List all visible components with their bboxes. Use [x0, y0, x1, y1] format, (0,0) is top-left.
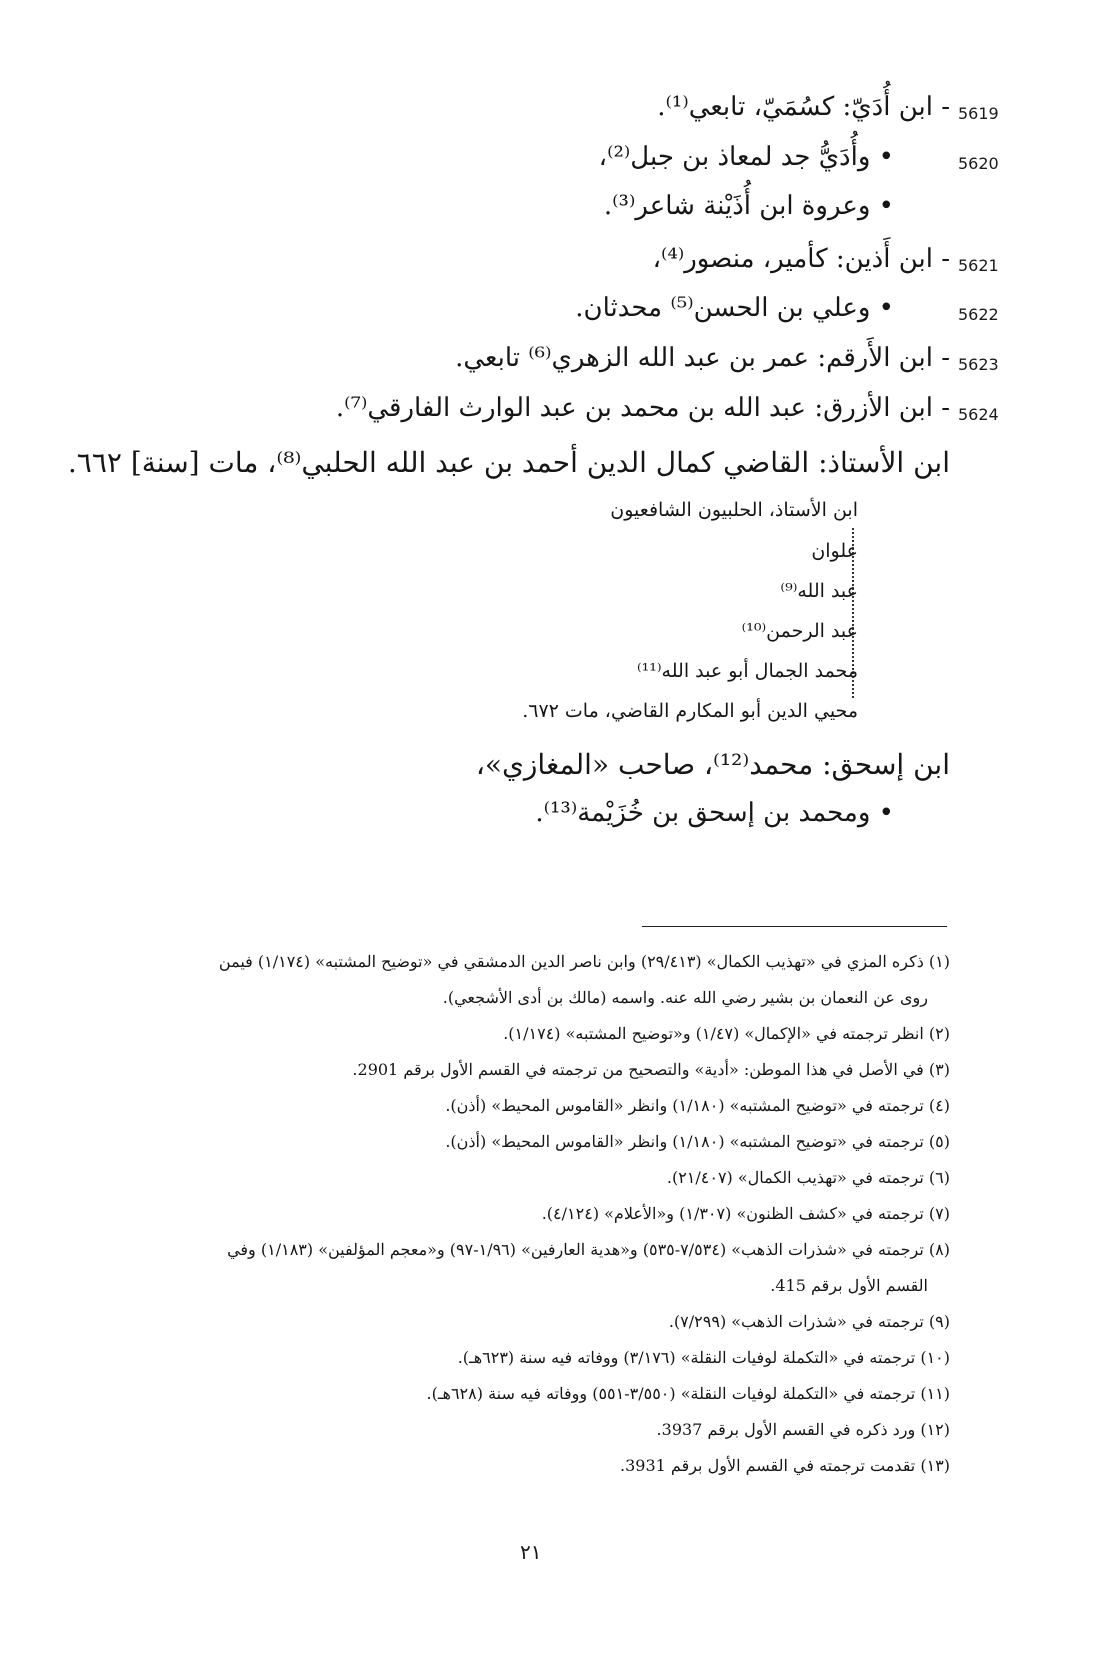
- footnote: (١٠) ترجمته في «التكملة لوفيات النقلة» (٣/١٧٦) ووفاته فيه سنة (٦٢٣هـ).: [457, 1348, 950, 1367]
- footnote: (٧) ترجمته في «كشف الظنون» (١/٣٠٧) و«الأعلام» (٤/١٢٤).: [541, 1204, 950, 1223]
- entry-line: • وأُدَيُّ جد لمعاذ بن جبل⁽²⁾،: [598, 142, 894, 172]
- entry-number: 5622: [958, 305, 999, 324]
- entry-number: 5619: [958, 104, 999, 123]
- page-number: ٢١: [520, 1540, 542, 1564]
- entry-line: - ابن أَذين: كأمير، منصور⁽⁴⁾،: [652, 244, 950, 274]
- footnote: القسم الأول برقم 415.: [770, 1276, 928, 1295]
- ishaq-line: ابن إسحق: محمد⁽¹²⁾، صاحب «المغازي»،: [475, 748, 950, 781]
- footnote: (٤) ترجمته في «توضيح المشتبه» (١/١٨٠) وانظر «القاموس المحيط» (أذن).: [445, 1096, 950, 1115]
- tree-node: محيي الدين أبو المكارم القاضي، مات ٦٧٢.: [522, 700, 858, 722]
- entry-line: - ابن الأَرقم: عمر بن عبد الله الزهري⁽⁶⁾ تابعي.: [455, 343, 950, 373]
- tree-title: ابن الأستاذ، الحلبيون الشافعيون: [610, 499, 858, 521]
- entry-line: - ابن الأزرق: عبد الله بن محمد بن عبد الوارث الفارقي⁽⁷⁾.: [335, 393, 950, 423]
- footnote: (٨) ترجمته في «شذرات الذهب» (٧/٥٣٤-٥٣٥) و«هدية العارفين» (١/٩٦-٩٧) و«معجم المؤلفين» (١/١٨٣) وفي: [227, 1240, 950, 1259]
- entry-number: 5623: [958, 355, 999, 374]
- ustadh-heading: ابن الأستاذ: القاضي كمال الدين أحمد بن عبد الله الحلبي⁽⁸⁾، مات [سنة] ٦٦٢.: [67, 446, 950, 479]
- footnote: (١١) ترجمته في «التكملة لوفيات النقلة» (٣/٥٥٠-٥٥١) ووفاته فيه سنة (٦٢٨هـ).: [426, 1384, 950, 1403]
- footnote: (٢) انظر ترجمته في «الإكمال» (١/٤٧) و«توضيح المشتبه» (١/١٧٤).: [503, 1024, 950, 1043]
- entry-line: - ابن أُدَيّ: كسُمَيّ، تابعي⁽¹⁾.: [657, 92, 950, 122]
- footnote: (١٢) ورد ذكره في القسم الأول برقم 3937.: [656, 1420, 950, 1439]
- entry-number: 5620: [958, 154, 999, 173]
- entry-line: • وعلي بن الحسن⁽⁵⁾ محدثان.: [575, 293, 894, 323]
- tree-node: محمد الجمال أبو عبد الله⁽¹¹⁾: [636, 660, 858, 682]
- tree-node: عبد الرحمن⁽¹⁰⁾: [741, 620, 858, 642]
- tree-node: عبد الله⁽⁹⁾: [780, 580, 858, 602]
- entry-line: • وعروة ابن أُذَيْنة شاعر⁽³⁾.: [603, 191, 894, 221]
- footnote-separator: [642, 926, 947, 927]
- footnote: (٦) ترجمته في «تهذيب الكمال» (٢١/٤٠٧).: [666, 1168, 950, 1187]
- footnote: (٥) ترجمته في «توضيح المشتبه» (١/١٨٠) وانظر «القاموس المحيط» (أذن).: [445, 1132, 950, 1151]
- footnote: (٣) في الأصل في هذا الموطن: «أدية» والتصحيح من ترجمته في القسم الأول برقم 2901.: [352, 1060, 950, 1079]
- entry-number: 5624: [958, 405, 999, 424]
- footnote: روى عن النعمان بن بشير رضي الله عنه. واسمه (مالك بن أدى الأشجعي).: [442, 988, 928, 1007]
- footnote: (١٣) تقدمت ترجمته في القسم الأول برقم 3931.: [620, 1456, 950, 1475]
- entry-number: 5621: [958, 256, 999, 275]
- footnote: (٩) ترجمته في «شذرات الذهب» (٧/٢٩٩).: [668, 1312, 950, 1331]
- footnote: (١) ذكره المزي في «تهذيب الكمال» (٢٩/٤١٣) وابن ناصر الدين الدمشقي في «توضيح المشتبه» (١/١٧٤) فيمن: [218, 952, 950, 971]
- ishaq-line: • ومحمد بن إسحق بن خُزَيْمة⁽¹³⁾.: [535, 798, 894, 828]
- tree-node: علوان: [811, 540, 858, 562]
